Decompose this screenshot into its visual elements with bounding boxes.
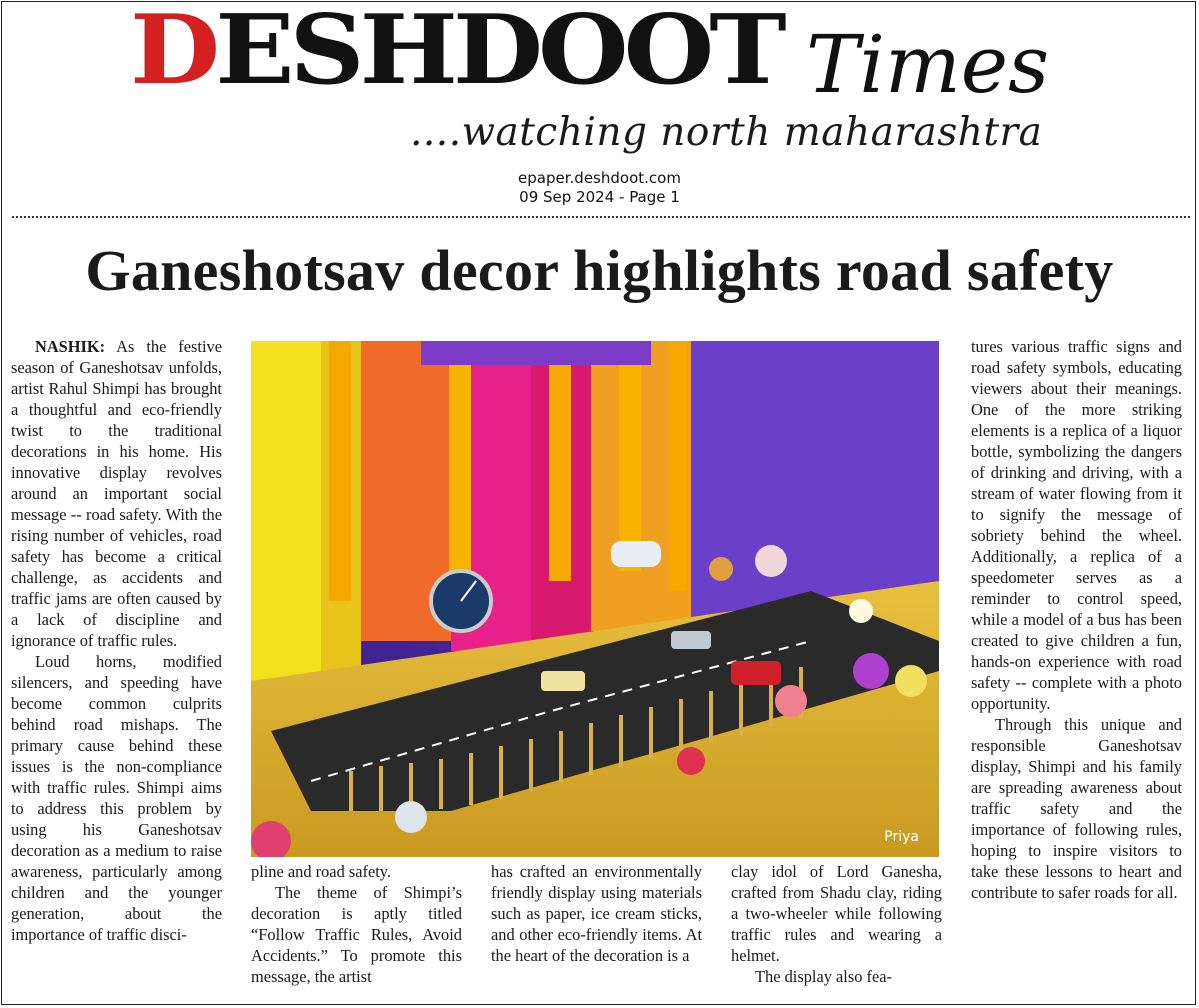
paragraph [11,336,222,651]
paragraph: The display also fea- [755,967,892,986]
text-column-2 [251,861,462,987]
masthead-logo [130,0,782,106]
dateline: NASHIK: [35,337,106,356]
photo-credit: Priya [884,829,919,845]
dotted-divider [12,216,1190,218]
logo-red-letter: D [130,0,216,106]
logo-times: Times [806,18,1050,111]
masthead [0,0,1199,212]
paragraph: clay idol of Lord Ganesha, crafted from Shadu clay, riding a two-wheeler while following traffic rules and wearing a helmet. [731,862,942,965]
paragraph: Loud horns, modified silencers, and speeding have become common culprits behind road mishaps. The primary cause behind these issues is the non-compliance with traffic rules. Shimpi aims to address this problem by using his Ganeshotsav decoration as a medium to raise awareness, particularly among children and the younger generation, about the importance of traffic disci- [11,652,222,944]
paragraph-text: As the festive season of Ganeshotsav unfolds, artist Rahul Shimpi has brought a thoughtful and eco-friendly twist to the traditional decorations in his home. His innovative display revolves around an important social message -- road safety. With the rising number of vehicles, road safety has become a critical challenge, as accidents and traffic jams are often caused by a lack of discipline and ignorance of traffic rules. [11,337,222,650]
article-photo [251,341,939,857]
text-column-4 [731,861,942,987]
paragraph: tures various traffic signs and road safety symbols, educating viewers about their meanings. One of the more striking elements is a replica of a liquor bottle, symbolizing the dangers of drinking and driving, with a stream of water flowing from it to signify the message of sobriety behind the wheel. Additionally, a replica of a speedometer serves as a reminder to control speed, while a model of a bus has been created to give children a fun, hands-on experience with road safety -- complete with a photo opportunity. [971,337,1182,713]
decoration-photo-illustration [251,341,939,857]
paragraph: The theme of Shimpi’s decoration is aptly titled “Follow Traffic Rules, Avoid Accidents.” To promote this message, the artist [251,883,462,986]
text-column-1 [11,336,222,945]
paragraph: Through this unique and responsible Ganeshotsav display, Shimpi and his family are spreading awareness about traffic safety and the importance of following rules, hoping to inspire visitors to take these lessons to heart and contribute to safer roads for all. [971,715,1182,902]
paragraph: has crafted an environmentally friendly display using materials such as paper, ice cream sticks, and other eco-friendly items. At the heart of the decoration is a [491,862,702,965]
text-column-3 [491,861,702,966]
article-headline: Ganeshotsav decor highlights road safety [85,238,1114,303]
tagline: ....watching north maharashtra [410,110,1043,155]
epaper-url[interactable]: epaper.deshdoot.com [518,169,681,187]
paragraph: pline and road safety. [251,862,392,881]
text-column-5 [971,336,1182,903]
logo-name: ESHDOOT [215,0,782,106]
edition-date: 09 Sep 2024 - Page 1 [519,188,680,206]
